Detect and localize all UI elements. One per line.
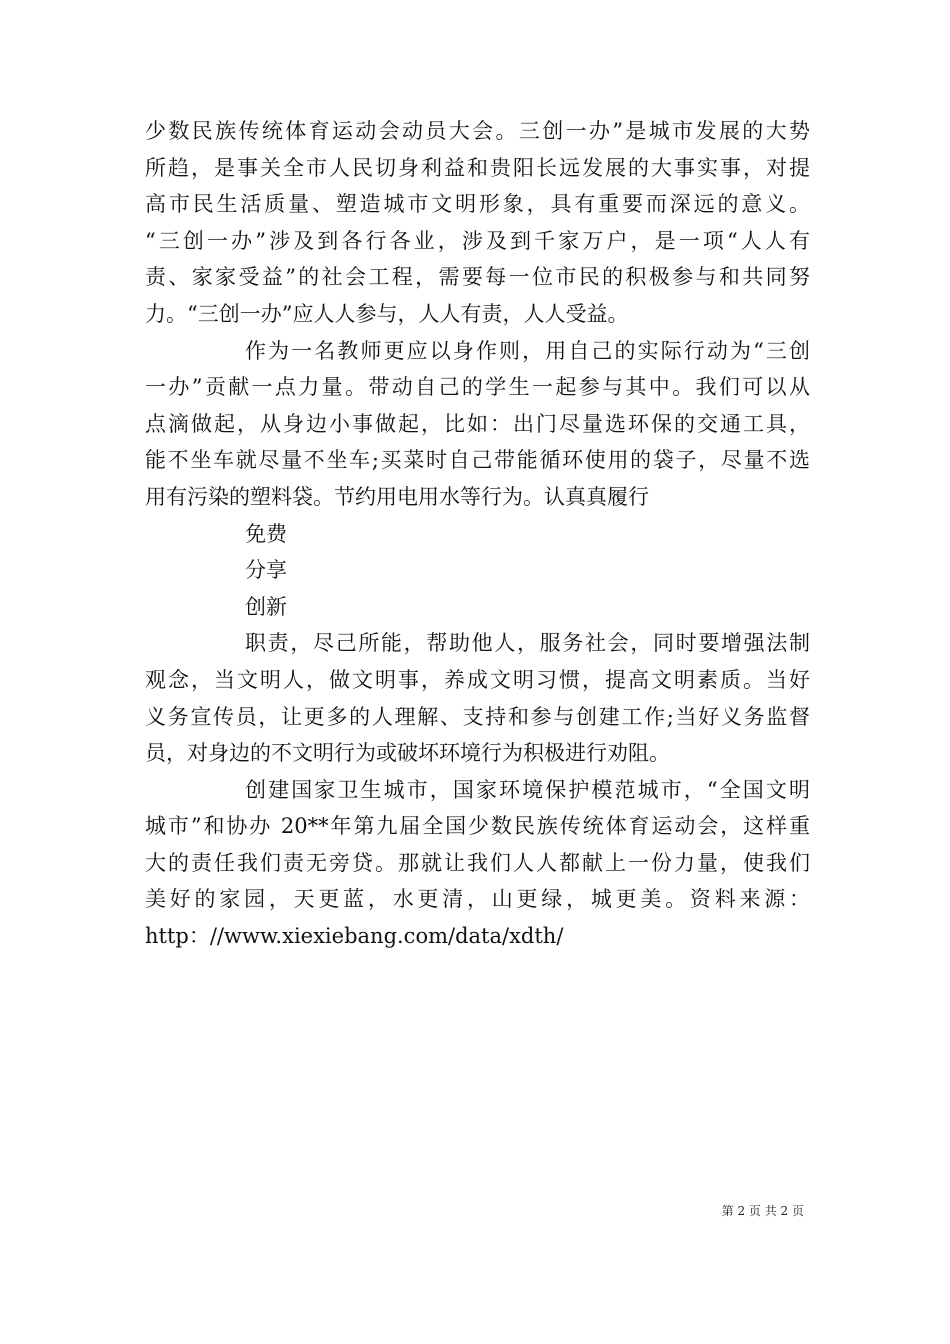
- text-line: 义务宣传员，让更多的人理解、支持和参与创建工作;当好义务监督: [145, 704, 810, 729]
- text-line: 能不坐车就尽量不坐车;买菜时自己带能循环使用的袋子，尽量不选: [145, 448, 810, 473]
- text-line: 所趋，是事关全市人民切身利益和贵阳长远发展的大事实事，对提: [145, 155, 810, 180]
- source-url: http：//www.xiexiebang.com/data/xdth/: [145, 924, 564, 949]
- paragraph-1: [145, 113, 810, 333]
- text-line: 作为一名教师更应以身作则，用自己的实际行动为“三创: [245, 338, 810, 363]
- text-line: 大的责任我们责无旁贷。那就让我们人人都献上一份力量，使我们: [145, 850, 810, 875]
- paragraph-3: [145, 625, 810, 771]
- page-indicator: 第 2 页 共 2 页: [721, 1204, 804, 1218]
- text-line: “三创一办”涉及到各行各业，涉及到千家万户，是一项“人人有: [145, 228, 810, 253]
- text-line: 员，对身边的不文明行为或破坏环境行为积极进行劝阻。: [145, 741, 670, 766]
- text-line: 点滴做起，从身边小事做起，比如：出门尽量选环保的交通工具，: [145, 411, 810, 436]
- text-line: 高市民生活质量、塑造城市文明形象，具有重要而深远的意义。: [145, 192, 810, 217]
- text-line: 城市”和协办 20**年第九届全国少数民族传统体育运动会，这样重: [145, 814, 810, 839]
- text-line: 力。“三创一办”应人人参与，人人有责，人人受益。: [145, 301, 629, 326]
- short-item-innovate: 创新: [245, 594, 287, 619]
- text-line: 观念，当文明人，做文明事，养成文明习惯，提高文明素质。当好: [145, 667, 810, 692]
- paragraph-4: [145, 772, 810, 955]
- text-line: 美好的家园，天更蓝，水更清，山更绿，城更美。资料来源：: [145, 887, 810, 912]
- short-items: [145, 516, 810, 626]
- text-line: 一办”贡献一点力量。带动自己的学生一起参与其中。我们可以从: [145, 375, 810, 400]
- text-line: 职责，尽己所能，帮助他人，服务社会，同时要增强法制: [245, 631, 810, 656]
- short-item-share: 分享: [245, 558, 287, 583]
- document-body: [145, 113, 810, 955]
- text-line: 责、家家受益”的社会工程，需要每一位市民的积极参与和共同努: [145, 265, 810, 290]
- text-line: 少数民族传统体育运动会动员大会。三创一办”是城市发展的大势: [145, 119, 810, 143]
- paragraph-2: [145, 333, 810, 516]
- text-line: 用有污染的塑料袋。节约用电用水等行为。认真真履行: [145, 484, 649, 509]
- short-item-free: 免费: [245, 521, 287, 546]
- text-line: 创建国家卫生城市，国家环境保护模范城市，“全国文明: [245, 777, 810, 802]
